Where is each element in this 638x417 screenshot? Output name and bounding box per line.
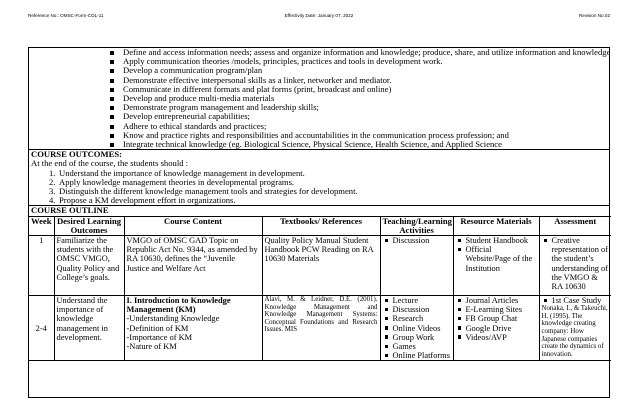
row1-activities [380, 236, 453, 296]
row1-content: VMGO of OMSC GAD Topic on Republic Act No. 9344, as amended by RA 10630, defines the “Juvenile Justice and Welfare Act [124, 236, 262, 296]
program-outcome-item: Demonstrate program management and leadership skills; [123, 103, 609, 112]
content-item: -Definition of KM [126, 323, 189, 333]
row2-content-title: I. Introduction to Knowledge Management (KM) [126, 296, 231, 315]
row1-textbooks: Quality Policy Manual Student Handbook PCW Reading on RA 10630 Materials [262, 236, 380, 296]
row1-resources [453, 236, 539, 296]
program-outcome-item: Define and access information needs; assess and organize information and knowledge; produce, share, and utilize information and knowledge [123, 47, 611, 57]
list-item: Research [393, 314, 451, 323]
course-outline-title: COURSE OUTLINE [31, 205, 109, 216]
list-item: Discussion [393, 236, 451, 245]
program-outcome-item: Adhere to ethical standards and practices; [123, 122, 609, 131]
row2-content [124, 296, 262, 361]
row1-assessment-list [542, 236, 610, 291]
header-resources: Resource Materials [453, 216, 539, 235]
list-item: Google Drive [466, 324, 537, 333]
page-header [28, 13, 610, 21]
program-outcome-item: Apply communication theories /models, principles, practices and tools in development work. [123, 57, 609, 66]
course-outcomes-list [29, 169, 609, 206]
list-item: Online Platforms [392, 351, 450, 361]
row2-assessment [539, 296, 611, 361]
reference-number: Reference No.: OMSC-Form-COL-11 [28, 13, 104, 18]
row2-content-items [127, 314, 260, 351]
list-item: Official Website/Page of the Institution [466, 245, 537, 273]
list-item: Online Videos [393, 324, 451, 333]
syllabus-frame [28, 47, 610, 398]
program-outcome-item: Develop a communication program/plan [123, 66, 609, 75]
row2-textbooks: Alavi, M. & Leidner, D.E. (2001). Knowledge Management and Knowledge Management Systems: Conceptual Foundations and Research Issues. MIS [262, 296, 380, 361]
program-outcome-item: Communicate in different formats and plat forms (print, broadcast and online) [123, 85, 609, 94]
course-outline-table [29, 216, 611, 362]
content-item: -Understanding Knowledge [126, 314, 220, 324]
row2-activities-list [383, 296, 451, 360]
course-outcomes-title: COURSE OUTCOMES: [31, 149, 122, 160]
row2-assessment-title: 1st Case Study [552, 296, 610, 305]
table-row [29, 236, 611, 296]
course-outcome-item [49, 196, 609, 205]
program-outcome-item: Know and practice rights and responsibilities and accountabilities in the communication process profession; and [123, 131, 609, 140]
row2-resources [453, 296, 539, 361]
program-outcome-item: Integrate technical knowledge (eg. Biological Science, Physical Science, Health Science, and Applied Science [123, 140, 609, 149]
row2-activities [380, 296, 453, 361]
row1-resources-list [456, 236, 537, 273]
program-outcome-item: Demonstrate effective interpersonal skills as a linker, networker and mediator. [123, 76, 609, 85]
list-item: FB Group Chat [466, 314, 537, 323]
row1-activities-list [383, 236, 451, 245]
table-header-row [29, 216, 611, 235]
list-item: Journal Articles [466, 296, 537, 305]
header-content: Course Content [124, 216, 262, 235]
row2-week-label: 2-4 [35, 323, 47, 333]
program-outcome-item: Develop and produce multi-media materials [123, 94, 609, 103]
course-outcome-number: 1. [49, 167, 56, 178]
course-outcomes-intro: At the end of the course, the students should : [31, 158, 189, 169]
row2-resources-list [456, 296, 537, 342]
row2-outcomes-text: Understand the importance of knowledge management in development. [56, 296, 108, 342]
row2-assessment-list [542, 296, 610, 305]
course-outcome-text: Understand the importance of knowledge management in development. [59, 167, 305, 178]
header-activities: Teaching/Learning Activities [380, 216, 453, 235]
row1-outcomes: Familiarize the students with the OMSC VMGO, Quality Policy and College’s goals. [54, 236, 124, 296]
effectivity-date: Effectivity Date: January 07, 2022 [284, 13, 354, 18]
header-textbooks: Textbooks/ References [262, 216, 380, 235]
course-outcome-text: Apply knowledge management theories in developmental programs. [59, 176, 295, 187]
row2-week [29, 296, 54, 361]
course-outcome-text: Distinguish the different knowledge management tools and strategies for development. [59, 186, 358, 197]
course-outcome-number: 3. [49, 186, 56, 197]
list-item: Group Work [393, 333, 451, 342]
course-outcome-number: 4. [49, 195, 56, 206]
course-outcomes-section [29, 149, 609, 205]
course-outcome-number: 2. [49, 176, 56, 187]
row2-assessment-text: Nonaka, I., & Takeuchi, H. (1995). The knowledge creating company: How Japanese companies create the dynamics of innovation. [541, 305, 608, 358]
program-outcomes-list [29, 48, 609, 149]
list-item: Creative representation of the student’s understanding of the VMGO & RA 10630 [551, 236, 609, 292]
list-item: Discussion [393, 305, 451, 314]
content-item: -Importance of KM [126, 332, 193, 342]
row1-assessment [539, 236, 611, 296]
row1-week: 1 [29, 236, 54, 296]
header-outcomes: Desired Learning Outcomes [54, 216, 124, 235]
list-item: Videos/AVP [466, 333, 537, 342]
content-item: -Nature of KM [126, 342, 177, 352]
list-item: E-Learning Sites [466, 305, 537, 314]
list-item: Lecture [393, 296, 451, 305]
header-week: Week [29, 216, 54, 235]
header-assessment: Assessment [539, 216, 611, 235]
course-outline-section [29, 205, 609, 361]
list-item: Games [393, 342, 451, 351]
list-item: Student Handbook [466, 236, 537, 245]
course-outcome-text: Propose a KM development effort in organizations. [59, 195, 236, 206]
table-row [29, 296, 611, 361]
row2-outcomes [54, 296, 124, 361]
revision-number: Revision No.02 [578, 13, 610, 18]
program-outcome-item: Develop entrepreneurial capabilities; [123, 112, 609, 121]
